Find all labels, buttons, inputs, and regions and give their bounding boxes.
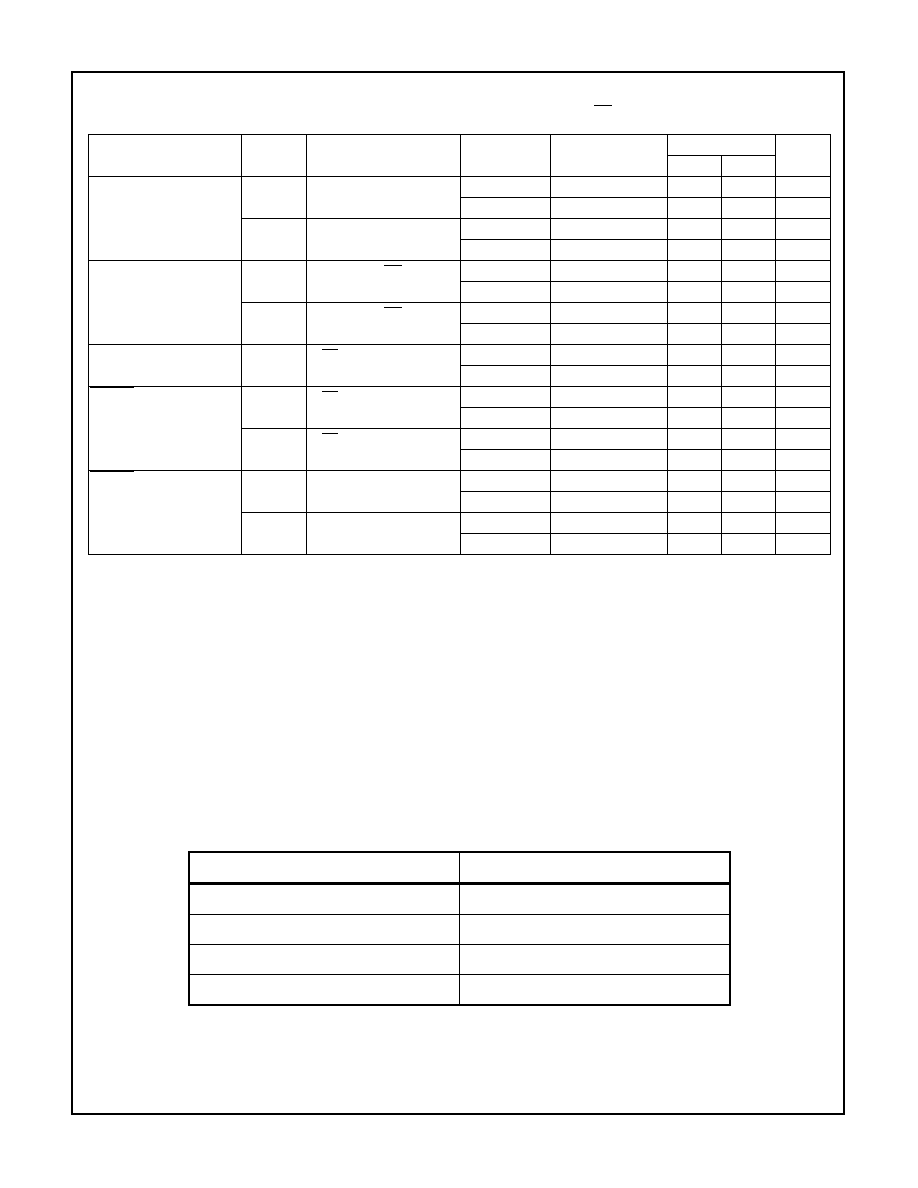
ref-cell [189, 945, 459, 975]
header-symbol [242, 135, 307, 177]
value-cell [551, 177, 668, 198]
value-cell [551, 534, 668, 555]
parameter-cell [89, 345, 242, 387]
table-row [89, 387, 831, 408]
value-cell [551, 240, 668, 261]
value-cell [461, 408, 551, 429]
value-cell [461, 387, 551, 408]
value-cell [722, 534, 776, 555]
value-cell [668, 513, 722, 534]
value-cell [551, 345, 668, 366]
value-cell [668, 429, 722, 450]
value-cell [668, 303, 722, 324]
table-row [89, 177, 831, 198]
value-cell [461, 177, 551, 198]
value-cell [776, 303, 831, 324]
value-cell [776, 324, 831, 345]
value-cell [776, 471, 831, 492]
header-col5 [551, 135, 668, 177]
value-cell [776, 261, 831, 282]
value-cell [668, 219, 722, 240]
title-overline-mark [594, 105, 612, 106]
conditions-cell [307, 471, 461, 513]
value-cell [722, 450, 776, 471]
symbol-cell [242, 261, 307, 303]
value-cell [668, 324, 722, 345]
value-cell [461, 492, 551, 513]
value-cell [776, 282, 831, 303]
conditions-cell [307, 177, 461, 219]
value-cell [668, 408, 722, 429]
value-cell [776, 429, 831, 450]
symbol-cell [242, 513, 307, 555]
parameter-cell [89, 261, 242, 345]
value-cell [461, 324, 551, 345]
value-cell [551, 513, 668, 534]
header-parameter [89, 135, 242, 177]
header-max [722, 156, 776, 177]
value-cell [722, 366, 776, 387]
value-cell [722, 282, 776, 303]
value-cell [722, 408, 776, 429]
value-cell [776, 240, 831, 261]
ref-cell [459, 915, 730, 945]
value-cell [668, 177, 722, 198]
value-cell [722, 261, 776, 282]
value-cell [551, 303, 668, 324]
value-cell [551, 450, 668, 471]
parameter-cell [89, 387, 242, 471]
value-cell [551, 324, 668, 345]
value-cell [668, 282, 722, 303]
value-cell [722, 303, 776, 324]
value-cell [776, 408, 831, 429]
value-cell [551, 408, 668, 429]
symbol-cell [242, 219, 307, 261]
value-cell [461, 282, 551, 303]
symbol-cell [242, 177, 307, 219]
conditions-cell [307, 513, 461, 555]
value-cell [776, 219, 831, 240]
value-cell [461, 303, 551, 324]
value-cell [722, 345, 776, 366]
value-cell [551, 198, 668, 219]
value-cell [776, 450, 831, 471]
header-conditions [307, 135, 461, 177]
symbol-cell [242, 429, 307, 471]
header-units [776, 135, 831, 177]
value-cell [551, 366, 668, 387]
value-cell [776, 534, 831, 555]
conditions-cell [307, 429, 461, 471]
table-row [89, 471, 831, 492]
value-cell [461, 513, 551, 534]
symbol-cell [242, 345, 307, 387]
value-cell [668, 240, 722, 261]
value-cell [776, 345, 831, 366]
ref-cell [459, 945, 730, 975]
table-row [89, 261, 831, 282]
value-cell [668, 492, 722, 513]
value-cell [551, 429, 668, 450]
header-min [668, 156, 722, 177]
conditions-cell [307, 345, 461, 387]
value-cell [722, 387, 776, 408]
table-row [89, 345, 831, 366]
ref-cell [189, 975, 459, 1006]
value-cell [668, 198, 722, 219]
value-cell [668, 534, 722, 555]
value-cell [461, 366, 551, 387]
value-cell [722, 219, 776, 240]
value-cell [461, 534, 551, 555]
conditions-cell [307, 219, 461, 261]
ref-cell [189, 884, 459, 915]
value-cell [461, 261, 551, 282]
value-cell [776, 366, 831, 387]
value-cell [551, 219, 668, 240]
value-cell [668, 261, 722, 282]
value-cell [722, 198, 776, 219]
value-cell [722, 471, 776, 492]
header-col4 [461, 135, 551, 177]
ref-cell [459, 884, 730, 915]
parameter-cell [89, 177, 242, 261]
header-limits [668, 135, 776, 156]
value-cell [551, 492, 668, 513]
symbol-cell [242, 303, 307, 345]
parameter-cell [89, 471, 242, 555]
value-cell [461, 450, 551, 471]
value-cell [551, 261, 668, 282]
ref-cell [459, 975, 730, 1006]
value-cell [668, 471, 722, 492]
value-cell [461, 240, 551, 261]
conditions-cell [307, 303, 461, 345]
value-cell [668, 450, 722, 471]
value-cell [776, 177, 831, 198]
value-cell [776, 387, 831, 408]
value-cell [668, 387, 722, 408]
symbol-cell [242, 471, 307, 513]
value-cell [551, 387, 668, 408]
value-cell [551, 282, 668, 303]
ref-header-right [459, 852, 730, 884]
ref-cell [189, 915, 459, 945]
value-cell [722, 513, 776, 534]
value-cell [722, 492, 776, 513]
value-cell [668, 345, 722, 366]
value-cell [461, 471, 551, 492]
value-cell [722, 177, 776, 198]
value-cell [551, 471, 668, 492]
value-cell [776, 513, 831, 534]
value-cell [722, 324, 776, 345]
value-cell [776, 198, 831, 219]
value-cell [461, 198, 551, 219]
value-cell [461, 345, 551, 366]
conditions-cell [307, 261, 461, 303]
value-cell [668, 366, 722, 387]
ref-header-left [189, 852, 459, 884]
spec-table [88, 134, 831, 555]
value-cell [461, 219, 551, 240]
value-cell [461, 429, 551, 450]
value-cell [776, 492, 831, 513]
reference-table [188, 851, 731, 1006]
symbol-cell [242, 387, 307, 429]
value-cell [722, 429, 776, 450]
value-cell [722, 240, 776, 261]
conditions-cell [307, 387, 461, 429]
